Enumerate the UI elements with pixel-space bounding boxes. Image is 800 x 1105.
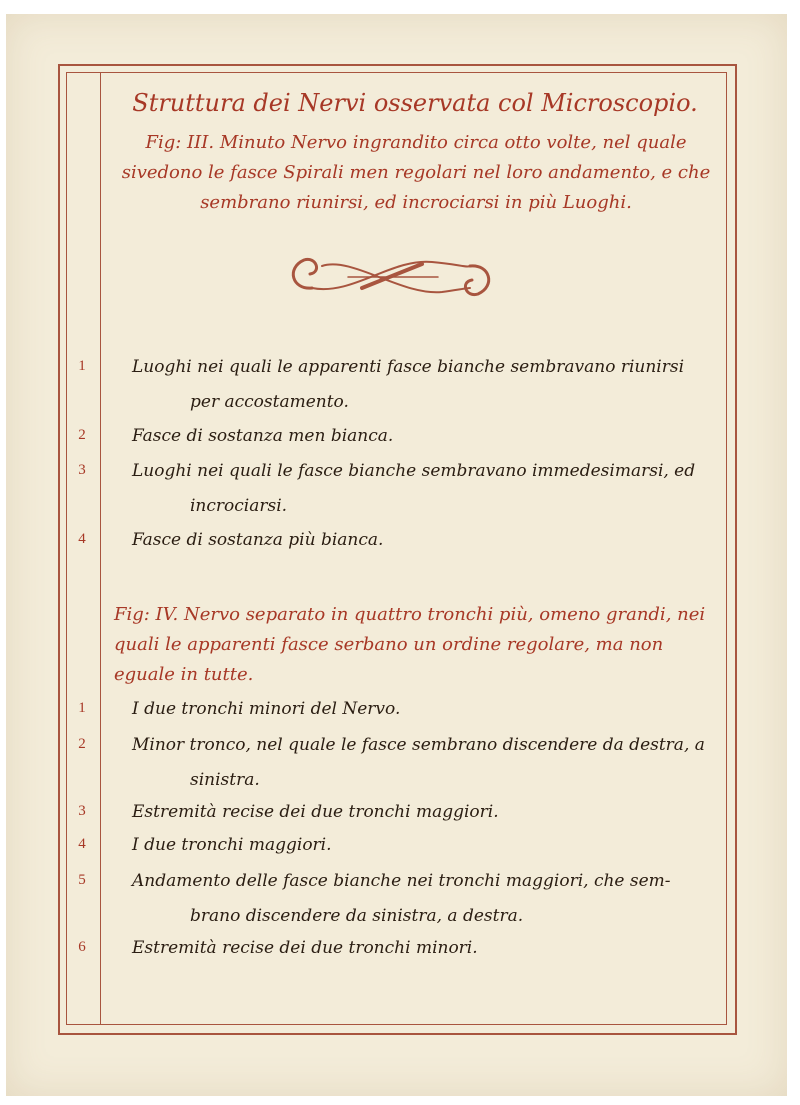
fig4-item-number: 4 [78, 836, 86, 852]
fig4-item-number: 6 [78, 939, 86, 955]
fig3-item [132, 350, 712, 420]
fig3-item-number: 1 [78, 358, 86, 374]
fig4-item [132, 828, 712, 863]
margin-rule [100, 72, 101, 1024]
fig3-item [132, 419, 712, 454]
fig4-item [132, 864, 712, 934]
fig3-item-text: Fasce di sostanza men bianca. [132, 426, 394, 446]
fig3-heading: Fig: III. Minuto Nervo ingrandito circa otto volte, nel quale sivedono le fasce Spirali men regolari nel loro andamento, e che sembrano riunirsi, ed incrociarsi in più Luoghi. [121, 132, 711, 213]
fig3-item-text: Fasce di sostanza più bianca. [132, 530, 384, 550]
fig4-item [132, 931, 712, 966]
fig4-item-number: 3 [78, 803, 86, 819]
fig4-item [132, 728, 712, 798]
calligraphic-flourish-icon [282, 248, 500, 306]
fig4-item-text: Estremità recise dei due tronchi minori. [132, 938, 478, 958]
fig4-item-text: I due tronchi maggiori. [132, 835, 332, 855]
fig4-item-text: I due tronchi minori del Nervo. [132, 699, 401, 719]
fig4-item [132, 795, 712, 830]
fig4-item-text-cont: brano discendere da sinistra, a destra. [190, 906, 524, 926]
fig4-item-text: Andamento delle fasce bianche nei tronchi maggiori, che sem- [132, 871, 671, 891]
fig4-item-text: Minor tronco, nel quale le fasce sembrano discendere da destra, a [132, 735, 705, 755]
fig3-item [132, 454, 712, 524]
fig4-item-text-cont: sinistra. [190, 770, 260, 790]
page-title: Struttura dei Nervi osservata col Microscopio. [132, 89, 698, 117]
fig3-item-number: 4 [78, 531, 86, 547]
fig3-item-text-cont: incrociarsi. [190, 496, 288, 516]
fig4-item-text: Estremità recise dei due tronchi maggiori. [132, 802, 499, 822]
fig4-heading: Fig: IV. Nervo separato in quattro tronchi più, omeno grandi, nei quali le apparenti fasce serbano un ordine regolare, ma non eguale in tutte. [114, 604, 706, 685]
fig3-item-text: Luoghi nei quali le fasce bianche sembravano immedesimarsi, ed [132, 461, 696, 481]
fig4-item [132, 692, 712, 727]
fig4-item-number: 5 [78, 872, 86, 888]
fig3-item-text: Luoghi nei quali le apparenti fasce bianche sembravano riunirsi [132, 357, 685, 377]
fig3-item-number: 3 [78, 462, 86, 478]
fig4-item-number: 1 [78, 700, 86, 716]
fig3-item-number: 2 [78, 427, 86, 443]
fig4-item-number: 2 [78, 736, 86, 752]
fig3-item-text-cont: per accostamento. [190, 392, 349, 412]
fig3-item [132, 523, 712, 558]
